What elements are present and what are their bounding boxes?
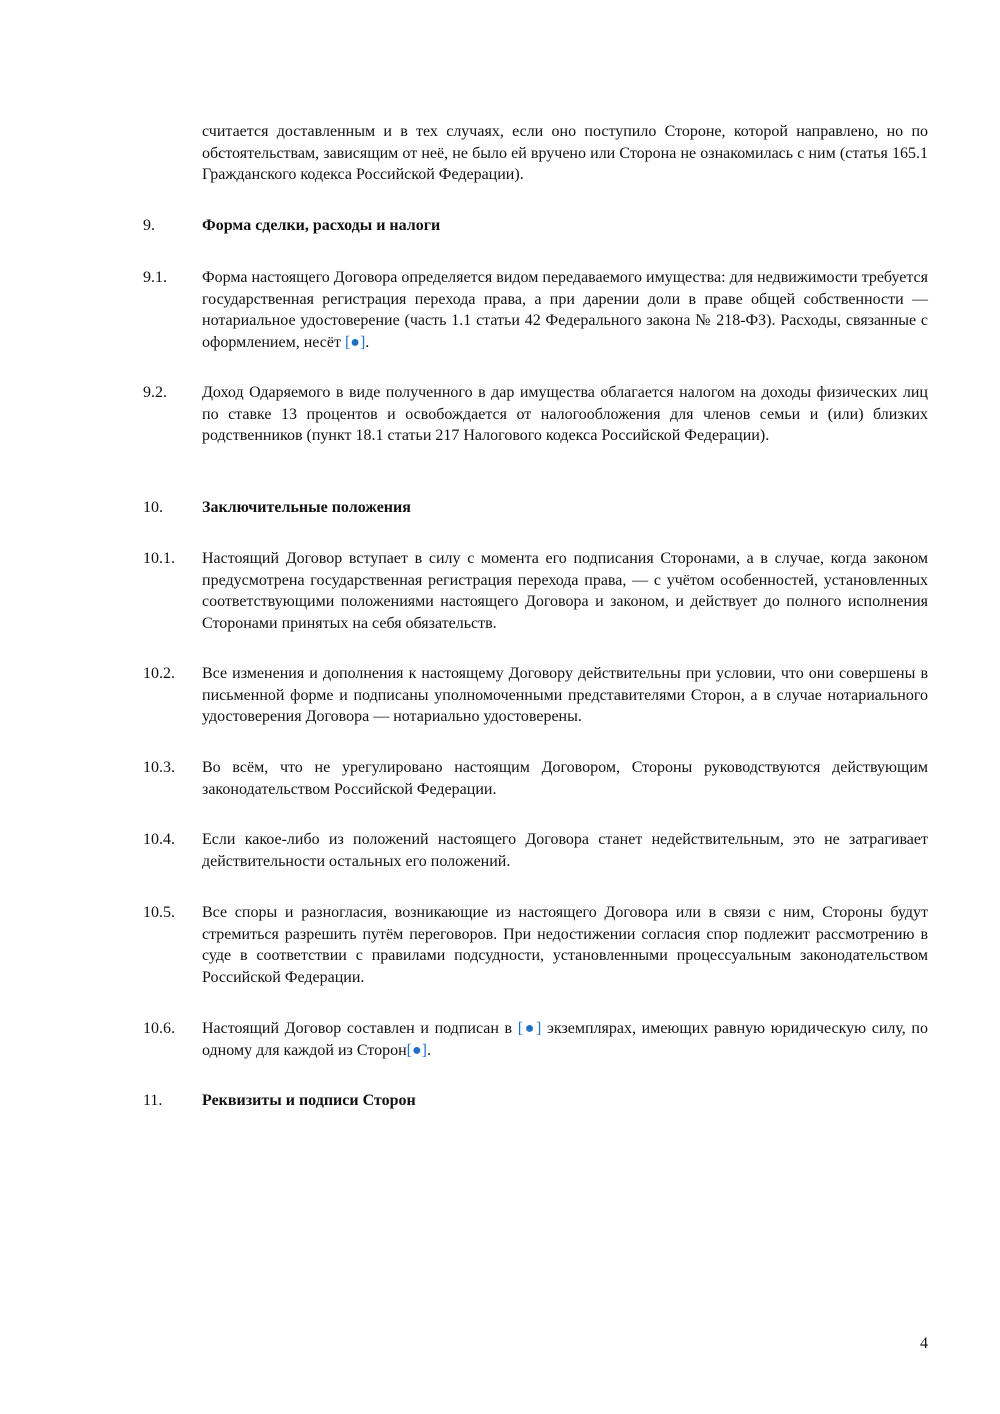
section-title: Реквизиты и подписи Сторон [202,1092,416,1109]
clause-text: Доход Одаряемого в виде полученного в дар имущества облагается налогом на доходы физических лиц по ставке 13 процентов и освобождается от налогообложения для членов семьи и (или) близких родственников (пункт 18.1 статьи 217 Налогового кодекса Российской Федерации). [202,384,928,444]
clause-10-1 [143,548,928,634]
clause-text: Если какое-либо из положений настоящего Договора станет недействительным, это не затрагивает действительности остальных его положений. [202,831,928,870]
clause-9-2 [143,382,928,447]
section-number: 11. [143,1092,163,1109]
section-10-heading [143,497,928,519]
continuation-text: считается доставленным и в тех случаях, если оно поступило Стороне, которой направлено, но по обстоятельствам, зависящим от неё, не было ей вручено или Сторона не ознакомилась с ним (статья 165.1 Гражданского кодекса Российской Федерации). [202,123,928,183]
clause-text: Все споры и разногласия, возникающие из настоящего Договора или в связи с ним, Стороны будут стремиться разрешить путём переговоров. При недостижении согласия спор подлежит рассмотрению в суде в соответствии с правилами подсудности, установленными процессуальным законодательством Российской Федерации. [202,904,928,986]
section-title: Заключительные положения [202,499,411,516]
clause-text: Все изменения и дополнения к настоящему Договору действительны при условии, что они совершены в письменной форме и подписаны уполномоченными представителями Сторон, а в случае нотариального удостоверения Договора — нотариально удостоверены. [202,665,928,725]
clause-text [202,267,928,353]
clause-number: 10.3. [143,759,175,776]
clause-10-5 [143,902,928,988]
section-title: Форма сделки, расходы и налоги [202,217,441,234]
clause-text-end: . [365,333,370,351]
clause-text-main: Форма настоящего Договора определяется видом передаваемого имущества: для недвижимости требуется государственная регистрация перехода права, а при дарении доли в праве общей собственности — нотариальное удостоверение (часть 1.1 статьи 42 Федерального закона № 218-ФЗ). Расходы, связанные с оформлением, несёт [202,269,928,351]
continuation-paragraph [143,121,928,186]
clause-number: 10.4. [143,831,175,848]
clause-text: Во всём, что не урегулировано настоящим Договором, Стороны руководствуются действующим законодательством Российской Федерации. [202,759,928,798]
clause-text-start: Настоящий Договор составлен и подписан в [202,1020,518,1037]
clause-number: 10.2. [143,665,175,682]
clause-number: 9.2. [143,384,167,401]
clause-10-6 [143,1018,928,1061]
section-number: 9. [143,217,155,234]
section-9-heading [143,215,928,237]
page-number: 4 [920,1335,928,1352]
clause-number: 9.1. [143,269,167,286]
clause-text-middle: экземплярах, имеющих равную юридическую силу, по одному для каждой из Сторон [202,1020,928,1059]
clause-text: Настоящий Договор вступает в силу с момента его подписания Сторонами, а в случае, когда законом предусмотрена государственная регистрация перехода права, — с учётом особенностей, установленных соответствующими положениями настоящего Договора и законом, и действует до полного исполнения Сторонами принятых на себя обязательств. [202,550,928,632]
section-number: 10. [143,499,163,516]
clause-10-2 [143,663,928,728]
clause-text-end: . [426,1041,431,1059]
clause-text [202,1018,928,1061]
clause-number: 10.1. [143,550,175,567]
clause-9-1 [143,267,928,353]
clause-number: 10.6. [143,1020,175,1037]
clause-10-4 [143,829,928,872]
section-11-heading [143,1090,928,1112]
clause-number: 10.5. [143,904,175,921]
placeholder-marker: [●] [344,333,366,351]
clause-10-3 [143,757,928,800]
placeholder-marker: [●] [406,1041,427,1059]
placeholder-marker: [●] [517,1020,542,1037]
